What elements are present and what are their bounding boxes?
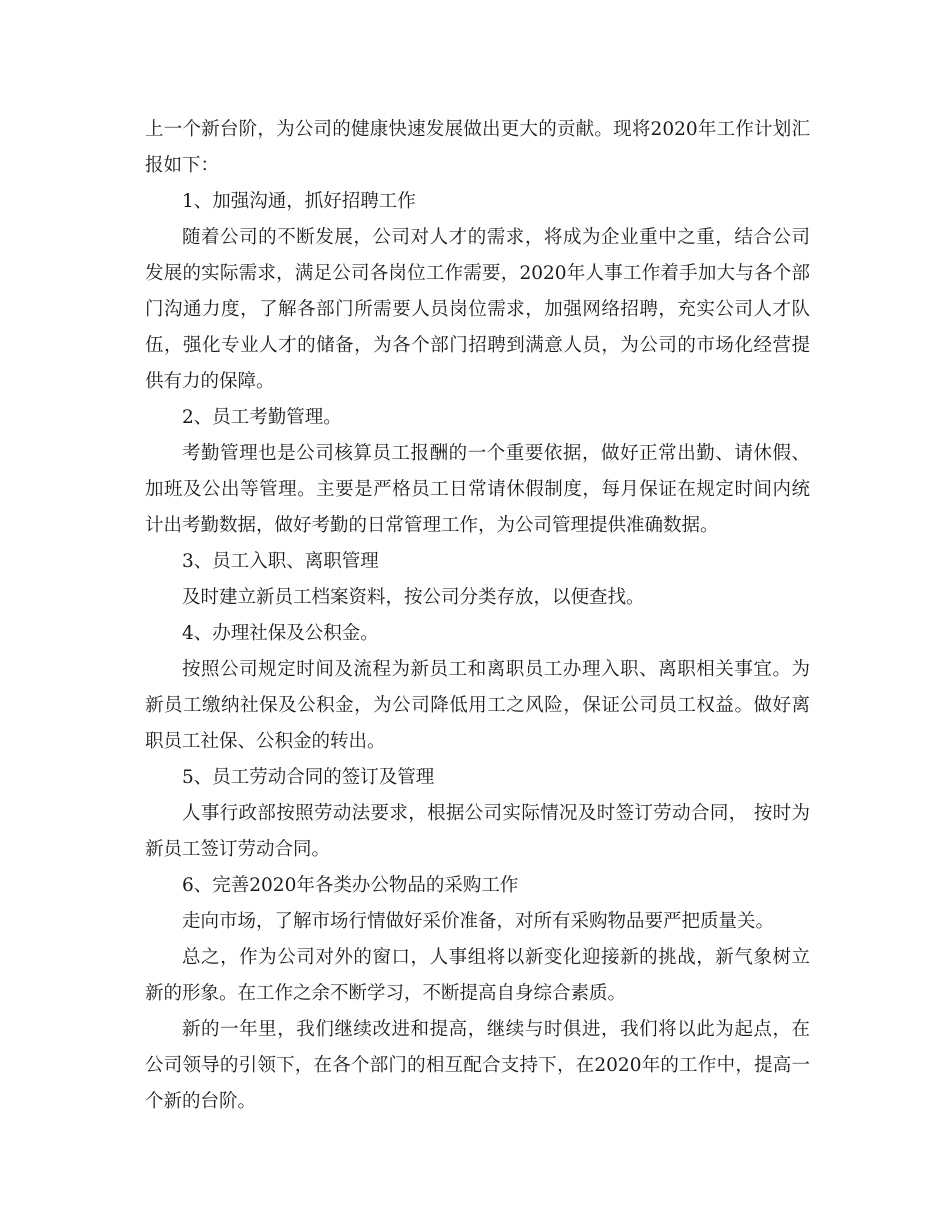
heading-procurement: 6、完善2020年各类办公物品的采购工作 [182, 875, 519, 896]
paragraph-1: 上一个新台阶，为公司的健康快速发展做出更大的贡献。现将2020年工作计划汇报如下： [145, 119, 810, 176]
paragraph-procurement: 走向市场，了解市场行情做好采价准备，对所有采购物品要严把质量关。 [182, 911, 775, 932]
paragraph-social-insurance: 按照公司规定时间及流程为新员工和离职员工办理入职、离职相关事宜。为新员工缴纳社保及公积金，为公司降低用工之风险，保证公司员工权益。做好离职员工社保、公积金的转出。 [145, 659, 810, 752]
paragraph-attendance: 考勤管理也是公司核算员工报酬的一个重要依据，做好正常出勤、请休假、加班及公出等管理。主要是严格员工日常请休假制度，每月保证在规定时间内统计出考勤数据，做好考勤的日常管理工作，为公司管理提供准确数据。 [145, 443, 810, 536]
paragraph-closing: 新的一年里，我们继续改进和提高，继续与时俱进，我们将以此为起点，在公司领导的引领下，在各个部门的相互配合支持下，在2020年的工作中，提高一个新的台阶。 [145, 1019, 810, 1112]
paragraph-recruitment: 随着公司的不断发展，公司对人才的需求，将成为企业重中之重，结合公司发展的实际需求，满足公司各岗位工作需要，2020年人事工作着手加大与各个部门沟通力度，了解各部门所需要人员岗位需求，加强网络招聘，充实公司人才队伍，强化专业人才的储备，为各个部门招聘到满意人员，为公司的市场化经营提供有力的保障。 [145, 227, 810, 392]
heading-onboarding: 3、员工入职、离职管理 [182, 551, 379, 572]
paragraph-summary: 总之，作为公司对外的窗口，人事组将以新变化迎接新的挑战，新气象树立新的形象。在工作之余不断学习，不断提高自身综合素质。 [145, 947, 810, 1004]
heading-attendance: 2、员工考勤管理。 [182, 407, 342, 428]
document-body [145, 112, 810, 1120]
heading-labor-contract: 5、员工劳动合同的签订及管理 [182, 767, 435, 788]
paragraph-labor-contract: 人事行政部按照劳动法要求，根据公司实际情况及时签订劳动合同， 按时为新员工签订劳动合同。 [145, 803, 810, 860]
paragraph-onboarding: 及时建立新员工档案资料，按公司分类存放，以便查找。 [182, 587, 645, 608]
heading-recruitment: 1、加强沟通，抓好招聘工作 [182, 191, 416, 212]
heading-social-insurance: 4、办理社保及公积金。 [182, 623, 379, 644]
